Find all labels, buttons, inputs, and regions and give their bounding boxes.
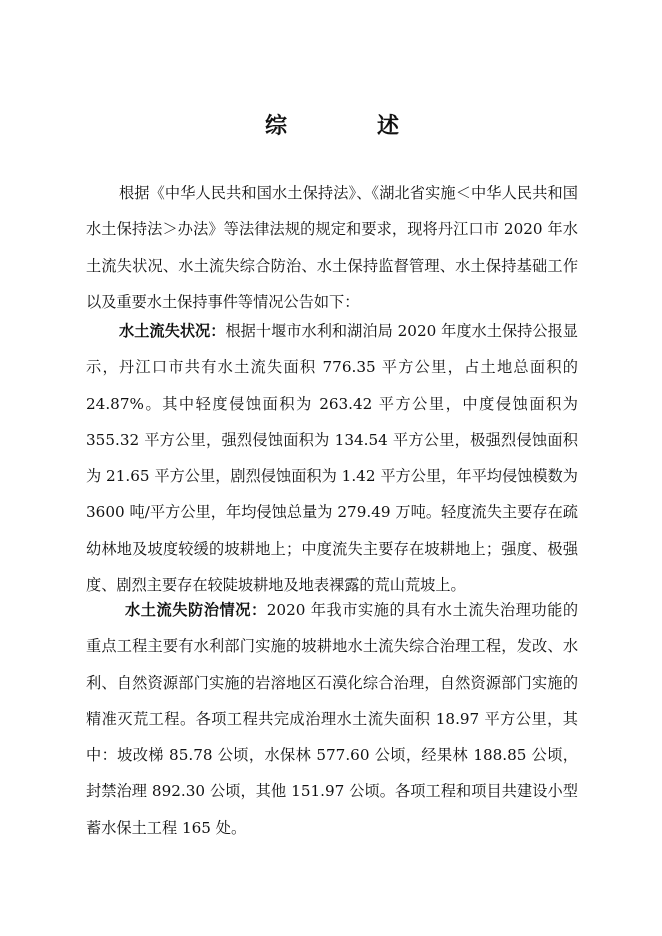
erosion-status-heading: 水土流失状况： bbox=[119, 322, 226, 340]
erosion-status-text: 根据十堰市水利和湖泊局 2020 年度水土保持公报显示，丹江口市共有水土流失面积 776.35 平方公里，占土地总面积的 24.87%。其中轻度侵蚀面积为 263.42 平方公里，中度侵蚀面积为 355.32 平方公里，强烈侵蚀面积为 134.54 平方公里，极强烈侵蚀面积为 21.65 平方公里，剧烈侵蚀面积为 1.42 平方公里，年平均侵蚀模数为 3600 吨/平方公里，年均侵蚀总量为 279.49 万吨。轻度流失主要存在疏幼林地及坡度较缓的坡耕地上；中度流失主要存在坡耕地上；强度、极强度、剧烈主要存在较陡坡耕地及地表裸露的荒山荒坡上。 bbox=[86, 322, 578, 595]
intro-paragraph: 根据《中华人民共和国水土保持法》、《湖北省实施＜中华人民共和国水土保持法＞办法》等法律法规的规定和要求，现将丹江口市 2020 年水土流失状况、水土流失综合防治、水土保持监督管理、水土保持基础工作以及重要水土保持事件等情况公告如下： bbox=[86, 184, 578, 311]
erosion-prevention-paragraph bbox=[86, 592, 578, 846]
erosion-prevention-text: 2020 年我市实施的具有水土流失治理功能的重点工程主要有水利部门实施的坡耕地水土流失综合治理工程，发改、水利、自然资源部门实施的岩溶地区石漠化综合治理，自然资源部门实施的精准灭荒工程。各项工程共完成治理水土流失面积 18.97 平方公里，其中：坡改梯 85.78 公顷，水保林 577.60 公顷，经果林 188.85 公顷，封禁治理 892.30 公顷，其他 151.97 公顷。各项工程和项目共建设小型蓄水保土工程 165 处。 bbox=[86, 601, 579, 837]
erosion-status-paragraph bbox=[86, 313, 578, 603]
erosion-prevention-heading: 水土流失防治情况： bbox=[125, 601, 267, 619]
page-title: 综 述 bbox=[264, 113, 433, 139]
